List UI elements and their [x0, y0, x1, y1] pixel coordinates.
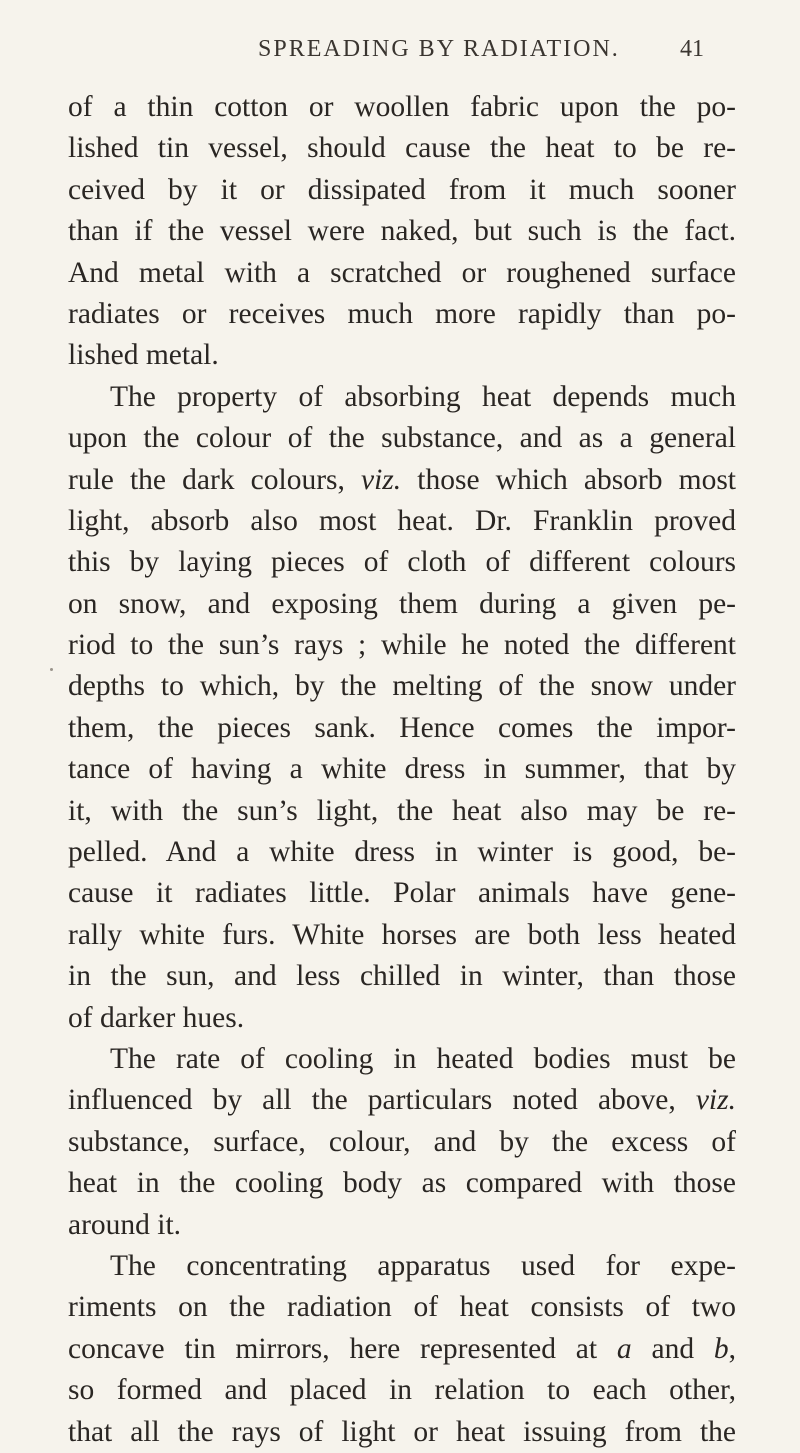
body-text — [68, 87, 736, 1453]
text-line: upon the colour of the substance, and as a general — [68, 422, 736, 455]
text-line: heat in the cooling body as compared with those — [68, 1167, 736, 1200]
italic-term: viz. — [695, 1084, 736, 1117]
text-line: pelled. And a white dress in winter is good, be- — [68, 836, 736, 869]
paragraph-first-line: The concentrating apparatus used for expe- — [110, 1249, 736, 1282]
text-line: lished tin vessel, should cause the heat to be re- — [68, 132, 736, 165]
text-line: radiates or receives much more rapidly than po- — [68, 297, 736, 330]
italic-label-b: b — [713, 1332, 729, 1365]
text-line: this by laying pieces of cloth of different colours — [68, 546, 736, 579]
page-number: 41 — [680, 36, 704, 62]
text-line: lished metal. — [68, 339, 219, 372]
text-line: of a thin cotton or woollen fabric upon the po- — [68, 91, 736, 123]
text-line: around it. — [68, 1208, 182, 1241]
text-line: ceived by it or dissipated from it much sooner — [68, 173, 736, 206]
text-line: that all the rays of light or heat issuing from the — [68, 1415, 736, 1448]
text-line: on snow, and exposing them during a given pe- — [68, 587, 736, 620]
text-line: And metal with a scratched or roughened surface — [68, 256, 736, 289]
text-line: concave tin mirrors, here represented at a and b, — [68, 1332, 737, 1365]
italic-label-a: a — [616, 1332, 632, 1365]
text-line: tance of having a white dress in summer, that by — [68, 753, 736, 786]
text-line: riod to the sun’s rays ; while he noted the different — [68, 629, 736, 662]
text-line: rule the dark colours, viz. those which absorb most — [68, 463, 736, 496]
running-title: SPREADING BY RADIATION. — [258, 36, 620, 62]
running-head — [0, 36, 800, 76]
text-line: them, the pieces sank. Hence comes the impor- — [68, 711, 736, 744]
text-line: than if the vessel were naked, but such is the fact. — [68, 215, 736, 248]
margin-speck — [50, 668, 53, 671]
text-line: substance, surface, colour, and by the excess of — [68, 1125, 736, 1158]
text-line: it, with the sun’s light, the heat also may be re- — [68, 794, 736, 827]
text-line: light, absorb also most heat. Dr. Franklin proved — [68, 504, 736, 537]
italic-term: viz. — [361, 463, 402, 496]
paragraph-first-line: The rate of cooling in heated bodies must be — [110, 1042, 736, 1075]
text-line: of darker hues. — [68, 1001, 245, 1034]
paragraph-first-line: The property of absorbing heat depends much — [110, 380, 736, 413]
text-line: rally white furs. White horses are both less heated — [68, 918, 736, 951]
text-line: in the sun, and less chilled in winter, than those — [68, 960, 736, 993]
text-line: so formed and placed in relation to each other, — [68, 1374, 736, 1407]
text-line: riments on the radiation of heat consists of two — [68, 1291, 736, 1324]
text-line: depths to which, by the melting of the snow under — [68, 670, 736, 703]
text-line: influenced by all the particulars noted above, viz. — [68, 1084, 736, 1117]
text-line: cause it radiates little. Polar animals have gene- — [68, 877, 736, 910]
